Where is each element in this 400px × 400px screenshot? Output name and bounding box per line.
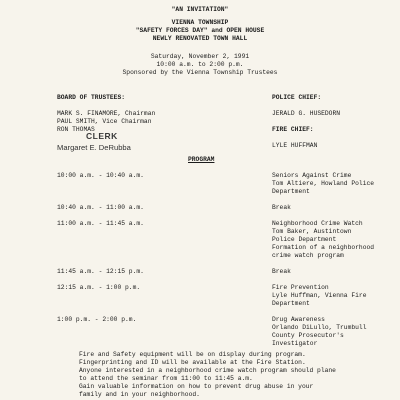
clerk-label: CLERK [86, 131, 118, 141]
program-title: Seniors Against Crime [272, 172, 352, 179]
program-detail: Lyle Huffman, Vienna Fire [272, 292, 367, 299]
program-detail: Orlando DiLullo, Trumbull [272, 324, 367, 331]
program-detail: Department [272, 300, 310, 307]
program-detail: Police Department [272, 236, 337, 243]
trustee-name: RON THOMAS [57, 126, 95, 133]
program-title: Neighborhood Crime Watch [272, 220, 363, 227]
trustee-name: MARK S. FINAMORE, Chairman [57, 110, 156, 117]
program-title: Drug Awareness [272, 316, 325, 323]
event-name: "SAFETY FORCES DAY" and OPEN HOUSE [135, 27, 265, 34]
footer-note: family and in your neighborhood. [79, 391, 200, 398]
footer-note: Anyone interested in a neighborhood crime watch program should plane [79, 367, 336, 374]
township-name: VIENNA TOWNSHIP [171, 19, 229, 26]
sponsor-line: Sponsored by the Vienna Township Trustees [122, 69, 278, 76]
program-title: Break [272, 204, 291, 211]
program-detail: Investigator [272, 340, 318, 347]
program-time: 11:00 a.m. - 11:45 a.m. [57, 220, 144, 227]
program-detail: crime watch program [272, 252, 344, 259]
event-time: 10:00 a.m. to 2:00 p.m. [156, 61, 244, 68]
program-time: 10:40 a.m. - 11:00 a.m. [57, 204, 144, 211]
venue-name: NEWLY RENOVATED TOWN HALL [152, 35, 248, 42]
police-chief-heading: POLICE CHIEF: [272, 94, 322, 101]
program-time: 11:45 a.m. - 12:15 p.m. [57, 268, 144, 275]
fire-chief-heading: FIRE CHIEF: [272, 126, 314, 133]
program-time: 1:00 p.m. - 2:00 p.m. [57, 316, 137, 323]
program-time: 12:15 a.m. - 1:00 p.m. [57, 284, 141, 291]
clerk-name: Margaret E. DeRubba [57, 143, 131, 152]
footer-note: Gain valuable information on how to prevent drug abuse in your [79, 383, 314, 390]
program-title: Break [272, 268, 291, 275]
event-date: Saturday, November 2, 1991 [150, 53, 250, 60]
footer-note: Fingerprinting and ID will be available at the Fire Station. [79, 359, 306, 366]
police-chief-name: JERALD G. HUSEDORN [272, 110, 341, 117]
trustee-name: PAUL SMITH, Vice Chairman [57, 118, 152, 125]
program-detail: Tom Altiere, Howland Police [272, 180, 375, 187]
program-time: 10:00 a.m. - 10:40 a.m. [57, 172, 144, 179]
program-detail: Tom Baker, Austintown [272, 228, 352, 235]
trustees-heading: BOARD OF TRUSTEES: [57, 94, 126, 101]
program-detail: Formation of a neighborhood [272, 244, 375, 251]
fire-chief-name: LYLE HUFFMAN [272, 142, 318, 149]
program-title: Fire Prevention [272, 284, 329, 291]
program-detail: Department [272, 188, 310, 195]
footer-note: to attend the seminar from 11:00 to 11:45 a.m. [79, 375, 253, 382]
footer-note: Fire and Safety equipment will be on display during program. [79, 351, 306, 358]
program-detail: County Prosecutor's [272, 332, 344, 339]
program-heading: PROGRAM [188, 156, 215, 163]
invitation-title: "AN INVITATION" [171, 6, 229, 13]
